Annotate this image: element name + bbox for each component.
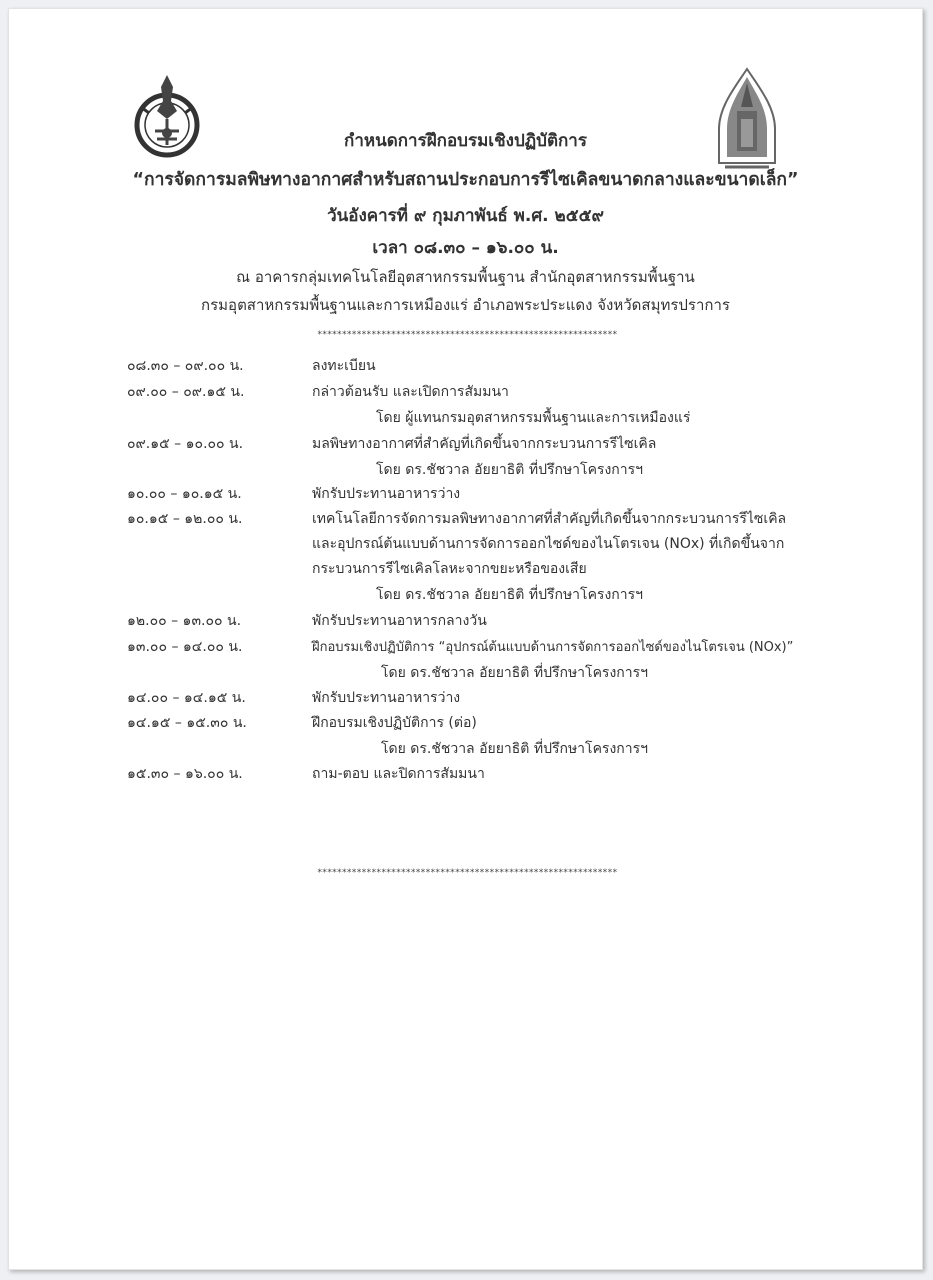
document-page [8, 8, 923, 1270]
schedule-activity: พักรับประทานอาหารว่าง [312, 486, 461, 502]
schedule-activity: พักรับประทานอาหารกลางวัน [312, 613, 487, 629]
event-time: เวลา ๐๘.๓๐ – ๑๖.๐๐ น. [372, 238, 559, 258]
separator-top: ************************************************************* [317, 330, 618, 340]
schedule-activity: ฝึกอบรมเชิงปฏิบัติการ (ต่อ) [312, 715, 477, 731]
schedule-speaker: โดย ดร.ชัชวาล อัยยาธิติ ที่ปรึกษาโครงการฯ [376, 462, 644, 478]
schedule-activity: พักรับประทานอาหารว่าง [312, 690, 461, 706]
schedule-time: ๑๐.๑๕ – ๑๒.๐๐ น. [127, 511, 243, 527]
schedule-time: ๐๙.๑๕ – ๑๐.๐๐ น. [127, 436, 244, 452]
schedule-activity: กล่าวต้อนรับ และเปิดการสัมมนา [312, 384, 509, 400]
schedule-speaker: โดย ดร.ชัชวาล อัยยาธิติ ที่ปรึกษาโครงการฯ [376, 587, 644, 603]
schedule-speaker: โดย ดร.ชัชวาล อัยยาธิติ ที่ปรึกษาโครงการฯ [381, 741, 649, 757]
separator-bottom: ************************************************************* [317, 868, 618, 878]
schedule-activity: ลงทะเบียน [312, 358, 376, 374]
venue-line-1: ณ อาคารกลุ่มเทคโนโลยีอุตสาหกรรมพื้นฐาน สำนักอุตสาหกรรมพื้นฐาน [236, 268, 695, 286]
schedule-time: ๑๐.๐๐ – ๑๐.๑๕ น. [127, 486, 242, 502]
schedule-activity: กระบวนการรีไซเคิลโลหะจากขยะหรือของเสีย [312, 561, 587, 577]
workshop-title: “การจัดการมลพิษทางอากาศสำหรับสถานประกอบการรีไซเคิลขนาดกลางและขนาดเล็ก” [132, 170, 799, 190]
schedule-time: ๑๒.๐๐ – ๑๓.๐๐ น. [127, 613, 242, 629]
schedule-time: ๑๓.๐๐ – ๑๔.๐๐ น. [127, 639, 243, 655]
schedule-time: ๑๕.๓๐ – ๑๖.๐๐ น. [127, 766, 243, 782]
schedule-time: ๑๔.๑๕ – ๑๕.๓๐ น. [127, 715, 247, 731]
venue-line-2: กรมอุตสาหกรรมพื้นฐานและการเหมืองแร่ อำเภอพระประแดง จังหวัดสมุทรปราการ [201, 296, 730, 314]
schedule-time: ๐๘.๓๐ – ๐๙.๐๐ น. [127, 358, 244, 374]
event-date: วันอังคารที่ ๙ กุมภาพันธ์ พ.ศ. ๒๕๕๙ [327, 206, 604, 226]
schedule-activity: มลพิษทางอากาศที่สำคัญที่เกิดขึ้นจากกระบวนการรีไซเคิล [312, 436, 657, 452]
schedule-activity: และอุปกรณ์ต้นแบบด้านการจัดการออกไซด์ของไนโตรเจน (NOx) ที่เกิดขึ้นจาก [312, 536, 785, 552]
schedule-speaker: โดย ผู้แทนกรมอุตสาหกรรมพื้นฐานและการเหมืองแร่ [376, 410, 691, 426]
schedule-activity: เทคโนโลยีการจัดการมลพิษทางอากาศที่สำคัญที่เกิดขึ้นจากกระบวนการรีไซเคิล [312, 511, 787, 527]
schedule-speaker: โดย ดร.ชัชวาล อัยยาธิติ ที่ปรึกษาโครงการฯ [381, 665, 649, 681]
schedule-activity: ถาม-ตอบ และปิดการสัมมนา [312, 766, 485, 782]
schedule-time: ๐๙.๐๐ – ๐๙.๑๕ น. [127, 384, 245, 400]
kku-logo [715, 67, 779, 177]
schedule-activity: ฝึกอบรมเชิงปฏิบัติการ “อุปกรณ์ต้นแบบด้านการจัดการออกไซด์ของไนโตรเจน (NOx)” [312, 640, 794, 655]
schedule-time: ๑๔.๐๐ – ๑๔.๑๕ น. [127, 690, 246, 706]
schedule-title: กำหนดการฝึกอบรมเชิงปฏิบัติการ [344, 131, 587, 151]
